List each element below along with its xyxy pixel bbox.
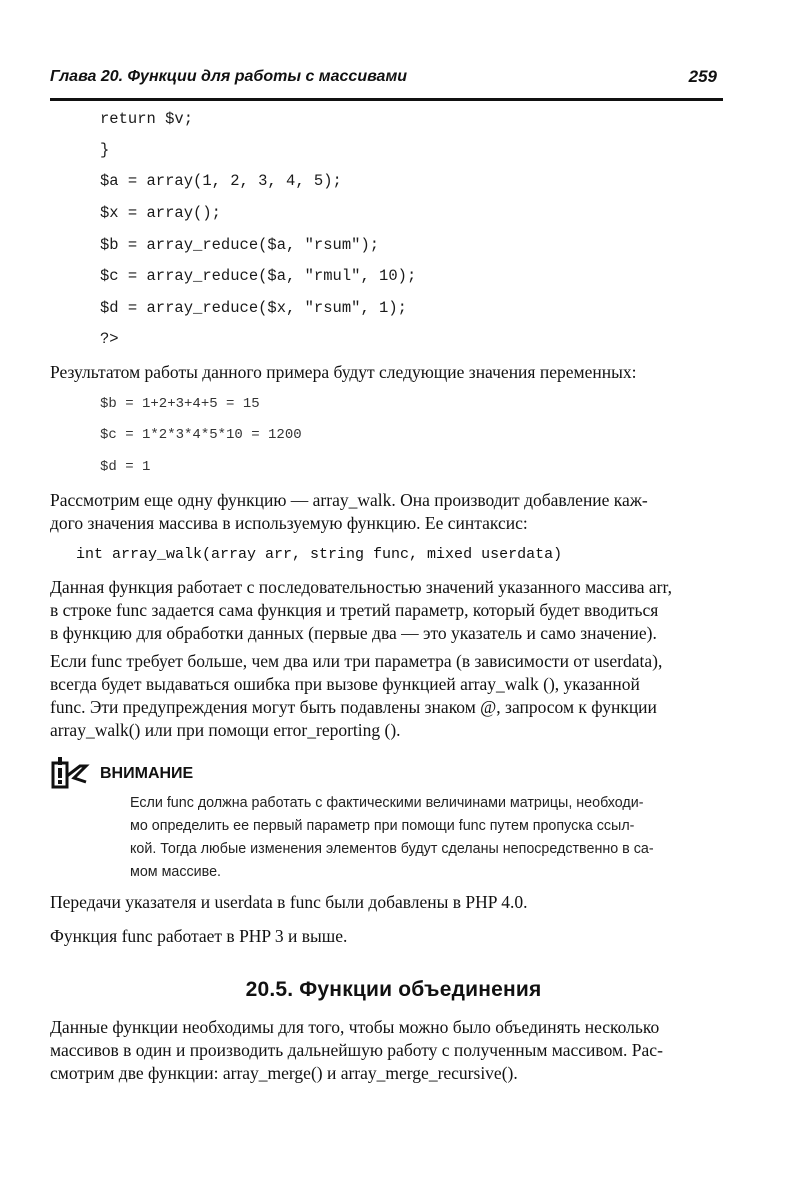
version-note: Передачи указателя и userdata в func были добавлены в PHP 4.0. — [50, 892, 528, 912]
running-header — [50, 62, 723, 101]
errors-paragraph: Если func требует больше, чем два или три параметра (в зависимости от userdata), всегда будет выдаваться ошибка при вызове функцией array_walk (), указанной func. Эти предупреждения могут быть подавлены знаком @, запросом к функции array_walk() или при помощи error_reporting (). — [50, 651, 663, 740]
final-paragraph: Данные функции необходимы для того, чтобы можно было объединять несколько массивов в один и производить дальнейшую работу с полученным массивом. Рас- смотрим две функции: array_merge() и array_merge_recursive(). — [50, 1017, 663, 1083]
code-line: return $v; — [100, 110, 194, 128]
function-description: Данная функция работает с последовательностью значений указанного массива arr, в строке func задается сама функция и третий параметр, который будет вводиться в функцию для обработки данных (первые два — это указатель и само значение). — [50, 577, 672, 643]
version-note: Функция func работает в PHP 3 и выше. — [50, 926, 348, 946]
function-signature: int array_walk(array arr, string func, mixed userdata) — [76, 546, 563, 563]
page-number: 259 — [688, 67, 717, 86]
code-line: $x = array(); — [100, 204, 221, 222]
section-title: 20.5. Функции объединения — [245, 978, 542, 1001]
code-line: } — [100, 141, 110, 159]
result-line: $c = 1*2*3*4*5*10 = 1200 — [100, 427, 302, 443]
code-line: $c = array_reduce($a, "rmul", 10); — [100, 267, 417, 285]
results-intro: Результатом работы данного примера будут следующие значения переменных: — [50, 362, 637, 382]
code-line: $d = array_reduce($x, "rsum", 1); — [100, 299, 407, 317]
attention-note: Если func должна работать с фактическими величинами матрицы, необходи- мо определить ее первый параметр при помощи func путем пропуска ссыл- кой. Тогда любые изменения элементов будут сделаны непосредственно в са- мом массиве. — [130, 795, 654, 880]
code-line: $a = array(1, 2, 3, 4, 5); — [100, 172, 342, 190]
code-line: ?> — [100, 330, 119, 348]
result-line: $d = 1 — [100, 459, 151, 475]
result-line: $b = 1+2+3+4+5 = 15 — [100, 396, 260, 412]
code-line: $b = array_reduce($a, "rsum"); — [100, 236, 380, 254]
attention-title: ВНИМАНИЕ — [100, 765, 194, 782]
chapter-title: Глава 20. Функции для работы с массивами — [50, 68, 408, 85]
warning-hand-icon — [50, 756, 90, 790]
array-walk-intro: Рассмотрим еще одну функцию — array_walk. Она производит добавление каж- дого значения массива в используемую функцию. Ее синтаксис: — [50, 490, 648, 533]
